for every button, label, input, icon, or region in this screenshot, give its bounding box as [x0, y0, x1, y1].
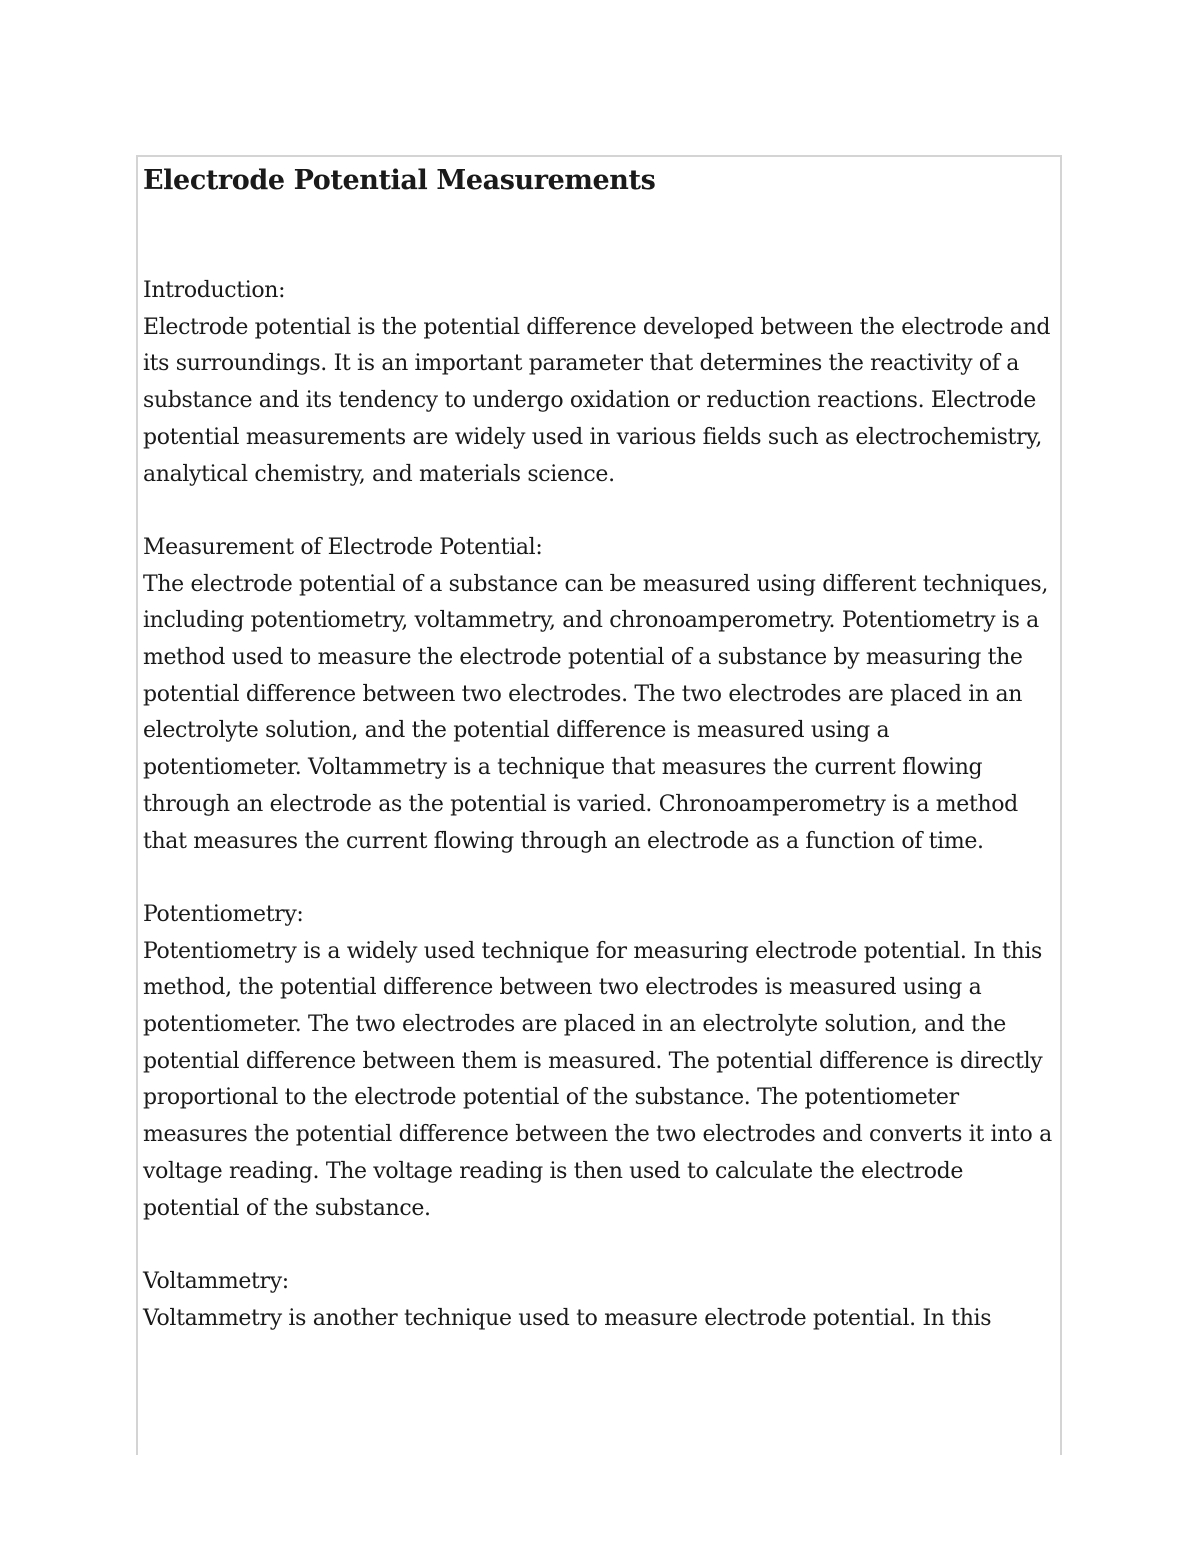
- section-measurement: [143, 530, 1060, 860]
- section-paragraph: Voltammetry is another technique used to measure electrode potential. In this: [143, 1305, 992, 1331]
- section-heading: Voltammetry:: [143, 1268, 289, 1294]
- section-heading: Measurement of Electrode Potential:: [143, 534, 543, 560]
- section-introduction: [143, 273, 1060, 493]
- title-spacer: [143, 199, 1060, 273]
- document-title: Electrode Potential Measurements: [143, 165, 656, 196]
- section-paragraph: Electrode potential is the potential difference developed between the electrode and its surroundings. It is an important parameter that determines the reactivity of a substance and its tendency to undergo oxidation or reduction reactions. Electrode potential measurements are widely used in various fields such as electrochemistry, analytical chemistry, and materials science.: [143, 314, 1051, 487]
- section-heading: Introduction:: [143, 278, 286, 303]
- content-frame: [136, 155, 1062, 1455]
- section-paragraph: Potentiometry is a widely used technique for measuring electrode potential. In this method, the potential difference between two electrodes is measured using a potentiometer. The two electrodes are placed in an electrolyte solution, and the potential difference between them is measured. The potential difference is directly proportional to the electrode potential of the substance. The potentiometer measures the potential difference between the two electrodes and converts it into a voltage reading. The voltage reading is then used to calculate the electrode potential of the substance.: [143, 938, 1052, 1221]
- section-potentiometry: [143, 897, 1060, 1227]
- section-heading: Potentiometry:: [143, 901, 304, 927]
- section-paragraph: The electrode potential of a substance can be measured using different techniques, including potentiometry, voltammetry, and chronoamperometry. Potentiometry is a method used to measure the electrode potential of a substance by measuring the potential difference between two electrodes. The two electrodes are placed in an electrolyte solution, and the potential difference is measured using a potentiometer. Voltammetry is a technique that measures the current flowing through an electrode as the potential is varied. Chronoamperometry is a method that measures the current flowing through an electrode as a function of time.: [143, 571, 1048, 854]
- section-voltammetry: [143, 1264, 1060, 1337]
